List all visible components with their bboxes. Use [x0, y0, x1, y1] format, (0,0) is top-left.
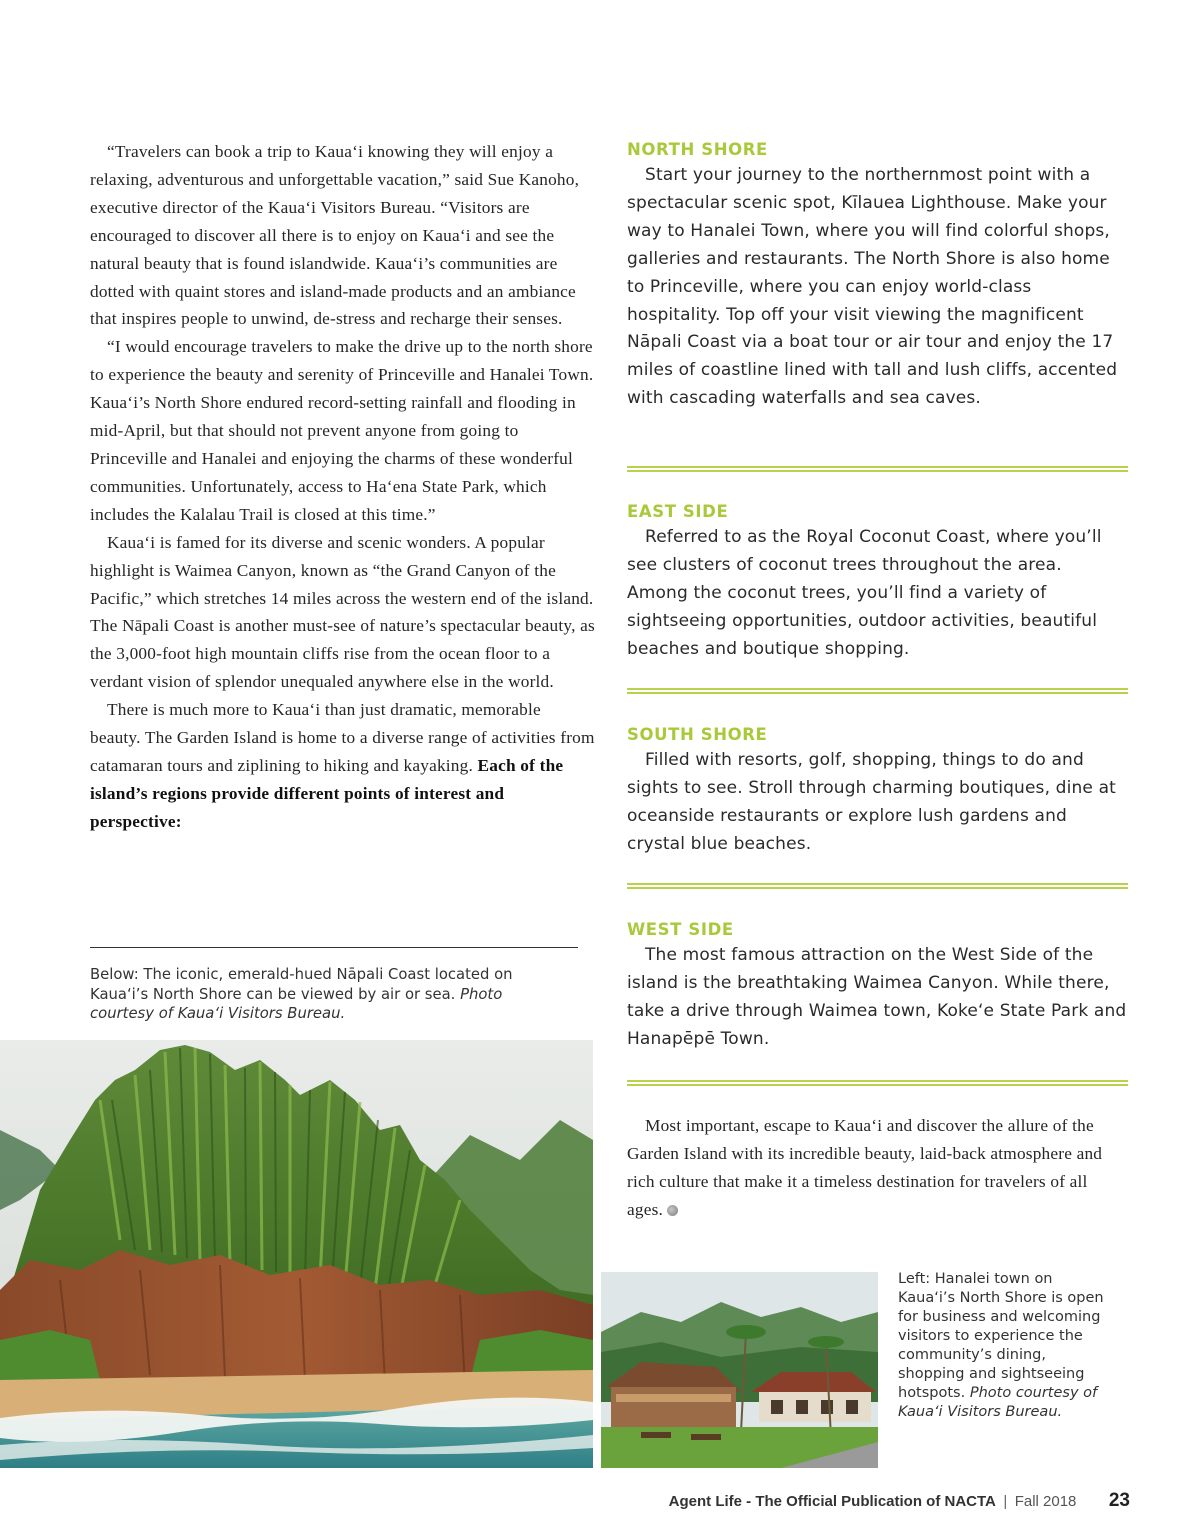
- photo-credit: Photo courtesy of Kaua‘i Visitors Bureau.: [898, 1385, 1098, 1420]
- article-paragraph: “I would encourage travelers to make the drive up to the north shore to experience the beauty and serenity of Princeville and Hanalei Town. Kaua‘i’s North Shore endured record-setting rainfall and flooding in mid-April, but that should not prevent anyone from going to Princeville and Hanalei and enjoying the charms of these wonderful communities. Unfortunately, access to Ha‘ena State Park, which includes the Kalalau Trail is closed at this time.”: [90, 337, 594, 524]
- closing-paragraph: [627, 1112, 1127, 1224]
- caption-text: Left: Hanalei town on Kaua‘i’s North Shore is open for business and welcoming visitors to experience the community’s dining, shopping and sightseeing hotspots.: [898, 1271, 1104, 1401]
- closing-text-content: Most important, escape to Kaua‘i and discover the allure of the Garden Island with its incredible beauty, laid-back atmosphere and rich culture that make it a timeless destination for travelers of all ages.: [627, 1116, 1103, 1219]
- caption-divider: [90, 947, 578, 948]
- region-heading: WEST SIDE: [627, 920, 734, 939]
- page-footer: [560, 1490, 1130, 1520]
- region-heading: NORTH SHORE: [627, 140, 768, 159]
- article-paragraph: Kaua‘i is famed for its diverse and scenic wonders. A popular highlight is Waimea Canyon, known as “the Grand Canyon of the Pacific,” which stretches 14 miles across the western end of the island. The Nāpali Coast is another must-see of nature’s spectacular beauty, as the 3,000-foot high mountain cliffs rise from the ocean floor to a verdant vision of splendor unequaled anywhere else in the world.: [90, 532, 595, 692]
- region-body: Filled with resorts, golf, shopping, things to do and sights to see. Stroll through charming boutiques, dine at oceanside restaurants or explore lush gardens and crystal blue beaches.: [627, 750, 1116, 854]
- section-divider: [627, 883, 1128, 889]
- article-left-column: [90, 138, 595, 836]
- region-body: The most famous attraction on the West Side of the island is the breathtaking Waimea Canyon. While there, take a drive through Waimea town, Koke‘e State Park and Hanapēpē Town.: [627, 945, 1127, 1049]
- photo-credit: Photo courtesy of Kaua‘i Visitors Bureau.: [90, 985, 503, 1022]
- caption-text: Below: The iconic, emerald-hued Nāpali Coast located on Kaua‘i’s North Shore can be viewed by air or sea.: [90, 966, 513, 1003]
- page-number: 23: [1108, 1490, 1130, 1511]
- article-paragraph: “Travelers can book a trip to Kaua‘i knowing they will enjoy a relaxing, adventurous and unforgettable vacation,” said Sue Kanoho, executive director of the Kaua‘i Visitors Bureau. “Visitors are encouraged to discover all there is to enjoy on Kaua‘i and see the natural beauty that is found islandwide. Kaua‘i’s communities are dotted with quaint stores and island-made products and an ambiance that inspires people to unwind, de-stress and recharge their senses.: [90, 142, 580, 329]
- photo-caption-hanalei: [898, 1270, 1113, 1422]
- footer-separator: |: [1003, 1493, 1008, 1510]
- article-paragraph: [90, 696, 595, 836]
- article-text: There is much more to Kaua‘i than just dramatic, memorable beauty. The Garden Island is home to a diverse range of activities from catamaran tours and ziplining to hiking and kayaking.: [90, 700, 595, 775]
- region-body: Start your journey to the northernmost point with a spectacular scenic spot, Kīlauea Lighthouse. Make your way to Hanalei Town, where you will find colorful shops, galleries and restaurants. The North Shore is also home to Princeville, where you can enjoy world-class hospitality. Top off your visit viewing the magnificent Nāpali Coast via a boat tour or air tour and enjoy the 17 miles of coastline lined with tall and lush cliffs, accented with cascading waterfalls and sea caves.: [627, 165, 1118, 409]
- publication-name: Agent Life - The Official Publication of NACTA: [668, 1493, 996, 1510]
- region-body: Referred to as the Royal Coconut Coast, where you’ll see clusters of coconut trees throughout the area. Among the coconut trees, you’ll find a variety of sightseeing opportunities, outdoor activities, beautiful beaches and boutique shopping.: [627, 527, 1102, 659]
- end-mark-icon: [667, 1205, 678, 1216]
- section-divider: [627, 688, 1128, 694]
- region-east-side: [627, 500, 1127, 664]
- closing-text: [627, 1112, 1127, 1224]
- article-bold-text: Each of the island’s regions provide different points of interest and perspective:: [90, 755, 564, 831]
- region-heading: EAST SIDE: [627, 502, 729, 521]
- section-divider: [627, 466, 1128, 472]
- photo-caption-napali: [90, 965, 570, 1024]
- region-west-side: [627, 918, 1127, 1054]
- napali-coast-photo: [0, 1040, 593, 1468]
- region-north-shore: [627, 138, 1127, 413]
- hanalei-town-photo: [601, 1272, 878, 1468]
- issue-date: Fall 2018: [1014, 1493, 1077, 1510]
- section-divider: [627, 1080, 1128, 1086]
- region-south-shore: [627, 723, 1127, 859]
- region-heading: SOUTH SHORE: [627, 725, 768, 744]
